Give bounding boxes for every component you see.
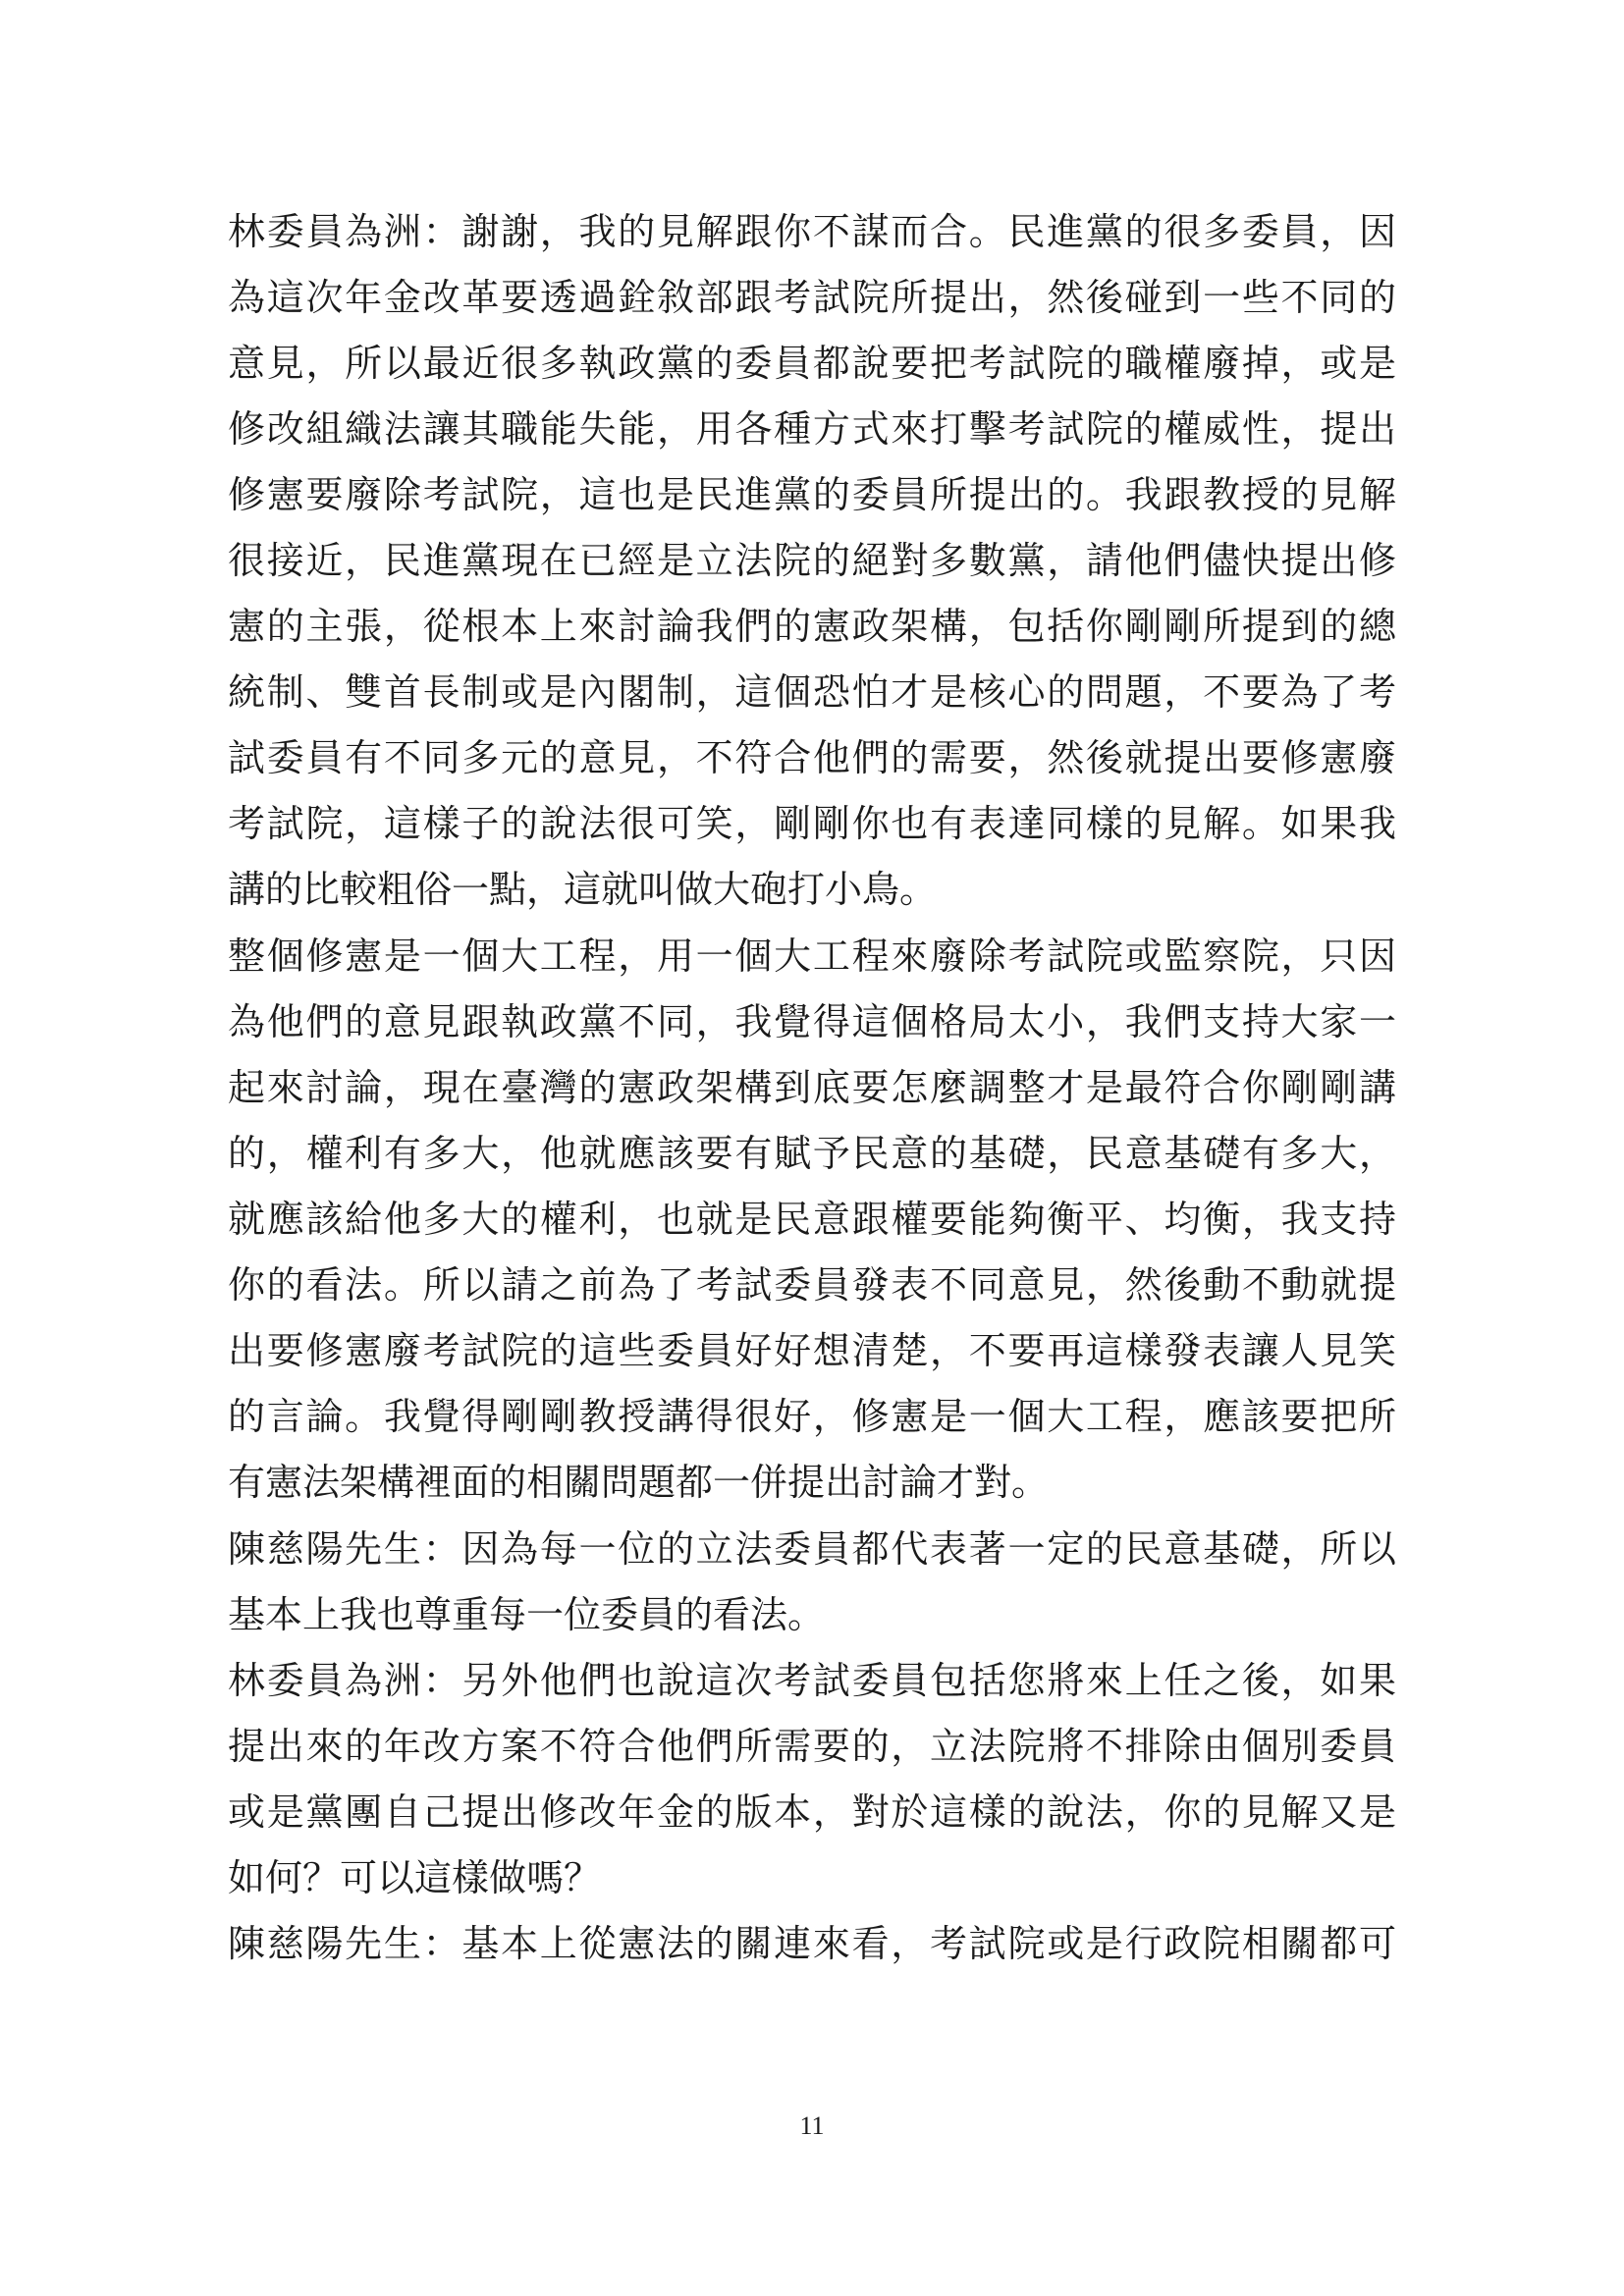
text-line: 試委員有不同多元的意見，不符合他們的需要，然後就提出要修憲廢: [228, 736, 1396, 779]
text-line: 的，權利有多大，他就應該要有賦予民意的基礎，民意基礎有多大，: [228, 1132, 1396, 1175]
text-line: 陳慈陽先生：因為每一位的立法委員都代表著一定的民意基礎，所以: [228, 1527, 1396, 1571]
text-line: 提出來的年改方案不符合他們所需要的，立法院將不排除由個別委員: [228, 1725, 1396, 1768]
text-line: 林委員為洲：謝謝，我的見解跟你不謀而合。民進黨的很多委員，因: [228, 210, 1396, 253]
text-line: 起來討論，現在臺灣的憲政架構到底要怎麼調整才是最符合你剛剛講: [228, 1066, 1396, 1109]
text-line: 為這次年金改革要透過銓敘部跟考試院所提出，然後碰到一些不同的: [228, 276, 1396, 319]
page-number: 11: [799, 2111, 825, 2140]
text-line: 為他們的意見跟執政黨不同，我覺得這個格局太小，我們支持大家一: [228, 1000, 1396, 1043]
text-line: 很接近，民進黨現在已經是立法院的絕對多數黨，請他們儘快提出修: [228, 539, 1396, 582]
text-line: 講的比較粗俗一點，這就叫做大砲打小鳥。: [228, 868, 938, 911]
text-line: 就應該給他多大的權利，也就是民意跟權要能夠衡平、均衡，我支持: [228, 1198, 1396, 1241]
text-line: 陳慈陽先生：基本上從憲法的關連來看，考試院或是行政院相關都可: [228, 1922, 1396, 1965]
text-line: 有憲法架構裡面的相關問題都一併提出討論才對。: [228, 1461, 1050, 1504]
text-line: 憲的主張，從根本上來討論我們的憲政架構，包括你剛剛所提到的總: [228, 605, 1396, 648]
text-line: 修憲要廢除考試院，這也是民進黨的委員所提出的。我跟教授的見解: [228, 473, 1396, 516]
text-line: 意見，所以最近很多執政黨的委員都說要把考試院的職權廢掉，或是: [228, 342, 1396, 385]
text-line: 林委員為洲：另外他們也說這次考試委員包括您將來上任之後，如果: [228, 1659, 1396, 1702]
text-line: 你的看法。所以請之前為了考試委員發表不同意見，然後動不動就提: [228, 1263, 1396, 1307]
text-line: 基本上我也尊重每一位委員的看法。: [228, 1593, 826, 1636]
text-line: 如何？可以這樣做嗎？: [228, 1856, 602, 1899]
text-line: 整個修憲是一個大工程，用一個大工程來廢除考試院或監察院，只因: [228, 934, 1396, 978]
text-line: 或是黨團自己提出修改年金的版本，對於這樣的說法，你的見解又是: [228, 1790, 1396, 1834]
text-line: 考試院，這樣子的說法很可笑，剛剛你也有表達同樣的見解。如果我: [228, 802, 1396, 845]
text-line: 統制、雙首長制或是內閣制，這個恐怕才是核心的問題，不要為了考: [228, 670, 1396, 714]
text-line: 修改組織法讓其職能失能，用各種方式來打擊考試院的權威性，提出: [228, 407, 1396, 451]
text-line: 的言論。我覺得剛剛教授講得很好，修憲是一個大工程，應該要把所: [228, 1395, 1396, 1438]
text-line: 出要修憲廢考試院的這些委員好好想清楚，不要再這樣發表讓人見笑: [228, 1329, 1396, 1372]
